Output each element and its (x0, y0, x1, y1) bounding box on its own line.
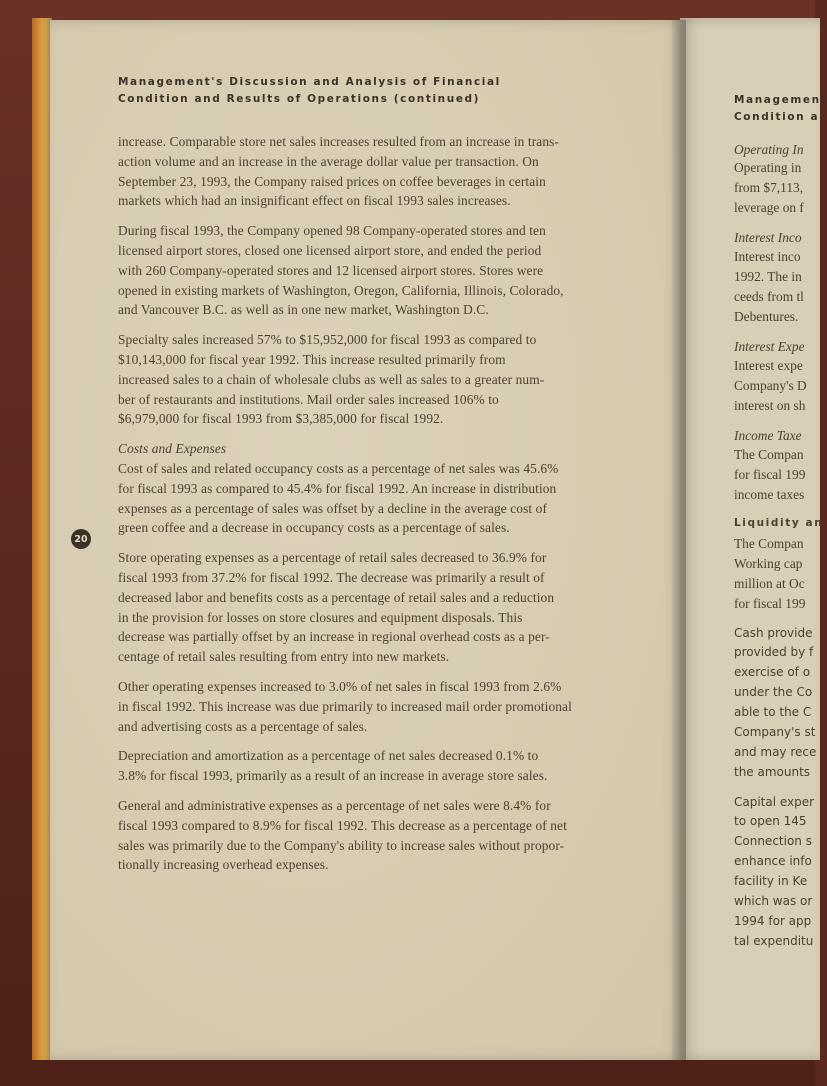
right-page-text-line: Liquidity an (734, 517, 824, 529)
right-page-text-line: facility in Ke (734, 874, 808, 888)
right-page-text-line: Interest inco (734, 249, 801, 264)
text-line: Store operating expenses as a percentage of retail sales decreased to 36.9% for (118, 550, 547, 566)
right-page-text-line: the amounts (734, 765, 811, 779)
text-line: licensed airport stores, closed one licensed airport store, and ended the period (118, 242, 542, 258)
text-line: General and administrative expenses as a percentage of net sales were 8.4% for (118, 797, 551, 813)
right-page-header (734, 92, 827, 126)
text-line: fiscal 1993 from 37.2% for fiscal 1992. The decrease was primarily a result of (118, 569, 545, 585)
text-line: and advertising costs as a percentage of sales. (118, 718, 368, 734)
right-page-text-line: The Compan (734, 536, 804, 551)
text-line: for fiscal 1993 as compared to 45.4% for fiscal 1992. An increase in distribution (118, 480, 557, 496)
text-line: expenses as a percentage of sales was offset by a decline in the average cost of (118, 500, 548, 516)
right-page-text-line: which was or (734, 894, 813, 908)
right-page (680, 18, 827, 1060)
text-line: fiscal 1993 compared to 8.9% for fiscal 1992. This decrease as a percentage of net (118, 817, 567, 833)
text-line: Cost of sales and related occupancy costs as a percentage of net sales was 45.6% (118, 460, 559, 476)
text-line: tionally increasing overhead expenses. (118, 857, 329, 873)
right-header-line-1: Management (734, 94, 827, 106)
right-page-text-line: 1994 for app (734, 914, 812, 928)
right-page-text-line: provided by f (734, 645, 814, 659)
text-line: Depreciation and amortization as a percentage of net sales decreased 0.1% to (118, 748, 539, 764)
text-line: decreased labor and benefits costs as a percentage of retail sales and a reduction (118, 589, 555, 605)
right-page-text-line: Interest expe (734, 358, 803, 373)
right-header-line-2: Condition ar (734, 111, 826, 123)
right-page-text-line: Interest Inco (734, 230, 802, 245)
text-line: markets which had an insignificant effect on fiscal 1993 sales increases. (118, 193, 511, 209)
text-line: sales was primarily due to the Company's ability to increase sales without propor- (118, 837, 565, 853)
right-page-text-line: 1992. The in (734, 269, 802, 284)
body-paragraph (118, 796, 648, 875)
body-paragraph (118, 439, 648, 538)
header-line-1: Management's Discussion and Analysis of Financial (118, 76, 501, 88)
right-page-text-line: for fiscal 199 (734, 467, 806, 482)
text-line: centage of retail sales resulting from entry into new markets. (118, 649, 450, 665)
text-line: in fiscal 1992. This increase was due primarily to increased mail order promotional (118, 698, 572, 714)
section-header (118, 74, 658, 108)
text-line: and Vancouver B.C. as well as in one new market, Washington D.C. (118, 302, 489, 318)
subheading: Costs and Expenses (118, 441, 227, 457)
text-line: increase. Comparable store net sales increases resulted from an increase in trans- (118, 134, 559, 149)
right-page-text-line: Company's st (734, 725, 816, 739)
right-page-text-line: from $7,113, (734, 180, 804, 195)
text-line: Other operating expenses increased to 3.0% of net sales in fiscal 1993 from 2.6% (118, 678, 562, 694)
text-line: in the provision for losses on store closures and equipment disposals. This (118, 609, 523, 625)
right-page-text-line: Company's D (734, 378, 807, 393)
right-page-text-line: under the Co (734, 685, 813, 699)
text-line: September 23, 1993, the Company raised prices on coffee beverages in certain (118, 173, 546, 189)
page-number-badge: 20 (71, 529, 91, 549)
body-paragraph (118, 548, 648, 667)
right-page-text-line: leverage on f (734, 200, 804, 215)
right-page-text-line: tal expenditu (734, 934, 814, 948)
right-page-text-line: Operating in (734, 160, 802, 175)
text-line: 3.8% for fiscal 1993, primarily as a result of an increase in average store sales. (118, 768, 548, 784)
left-page-body (118, 132, 648, 885)
right-page-text-line: The Compan (734, 447, 804, 462)
right-page-text-line: exercise of o (734, 665, 811, 679)
body-paragraph (118, 221, 648, 320)
text-line: opened in existing markets of Washington, Oregon, California, Illinois, Colorado, (118, 282, 564, 298)
text-line: Specialty sales increased 57% to $15,952,000 for fiscal 1993 as compared to (118, 332, 537, 348)
page-gutter-shadow (672, 20, 686, 1060)
text-line: green coffee and a decrease in occupancy costs as a percentage of sales. (118, 520, 510, 536)
right-page-text-line: for fiscal 199 (734, 596, 806, 611)
right-page-text-line: Working cap (734, 556, 803, 571)
text-line: action volume and an increase in the average dollar value per transaction. On (118, 153, 539, 169)
right-page-text-line: Operating In (734, 142, 804, 157)
text-line: ber of restaurants and institutions. Mail order sales increased 106% to (118, 391, 499, 407)
right-page-text-line: Income Taxe (734, 428, 802, 443)
right-page-text-line: million at Oc (734, 576, 805, 591)
right-page-text-line: income taxes (734, 487, 805, 502)
text-line: increased sales to a chain of wholesale clubs as well as sales to a greater num- (118, 371, 545, 387)
right-page-text-line: enhance info (734, 854, 812, 868)
right-page-text-line: Capital exper (734, 795, 815, 809)
right-page-text-line: Debentures. (734, 309, 799, 324)
right-page-text-line: interest on sh (734, 398, 806, 413)
header-line-2: Condition and Results of Operations (continued) (118, 93, 481, 105)
body-paragraph (118, 746, 648, 786)
right-page-text-line: able to the C (734, 705, 812, 719)
right-page-text-line: Connection s (734, 834, 812, 848)
right-page-text-line: Interest Expe (734, 339, 805, 354)
text-line: $10,143,000 for fiscal year 1992. This increase resulted primarily from (118, 351, 506, 367)
right-page-text-line: Cash provide (734, 626, 813, 640)
body-paragraph (118, 677, 648, 736)
body-paragraph (118, 132, 648, 211)
right-page-text-line: ceeds from tl (734, 289, 804, 304)
body-paragraph (118, 330, 648, 429)
book-spine-edge (32, 18, 52, 1060)
text-line: decrease was partially offset by an increase in regional overhead costs as a per- (118, 629, 550, 645)
right-page-text-line: and may rece (734, 745, 817, 759)
text-line: with 260 Company-operated stores and 12 licensed airport stores. Stores were (118, 262, 544, 278)
right-page-text-line: to open 145 (734, 814, 807, 828)
text-line: $6,979,000 for fiscal 1993 from $3,385,000 for fiscal 1992. (118, 411, 444, 427)
text-line: During fiscal 1993, the Company opened 98 Company-operated stores and ten (118, 223, 546, 239)
